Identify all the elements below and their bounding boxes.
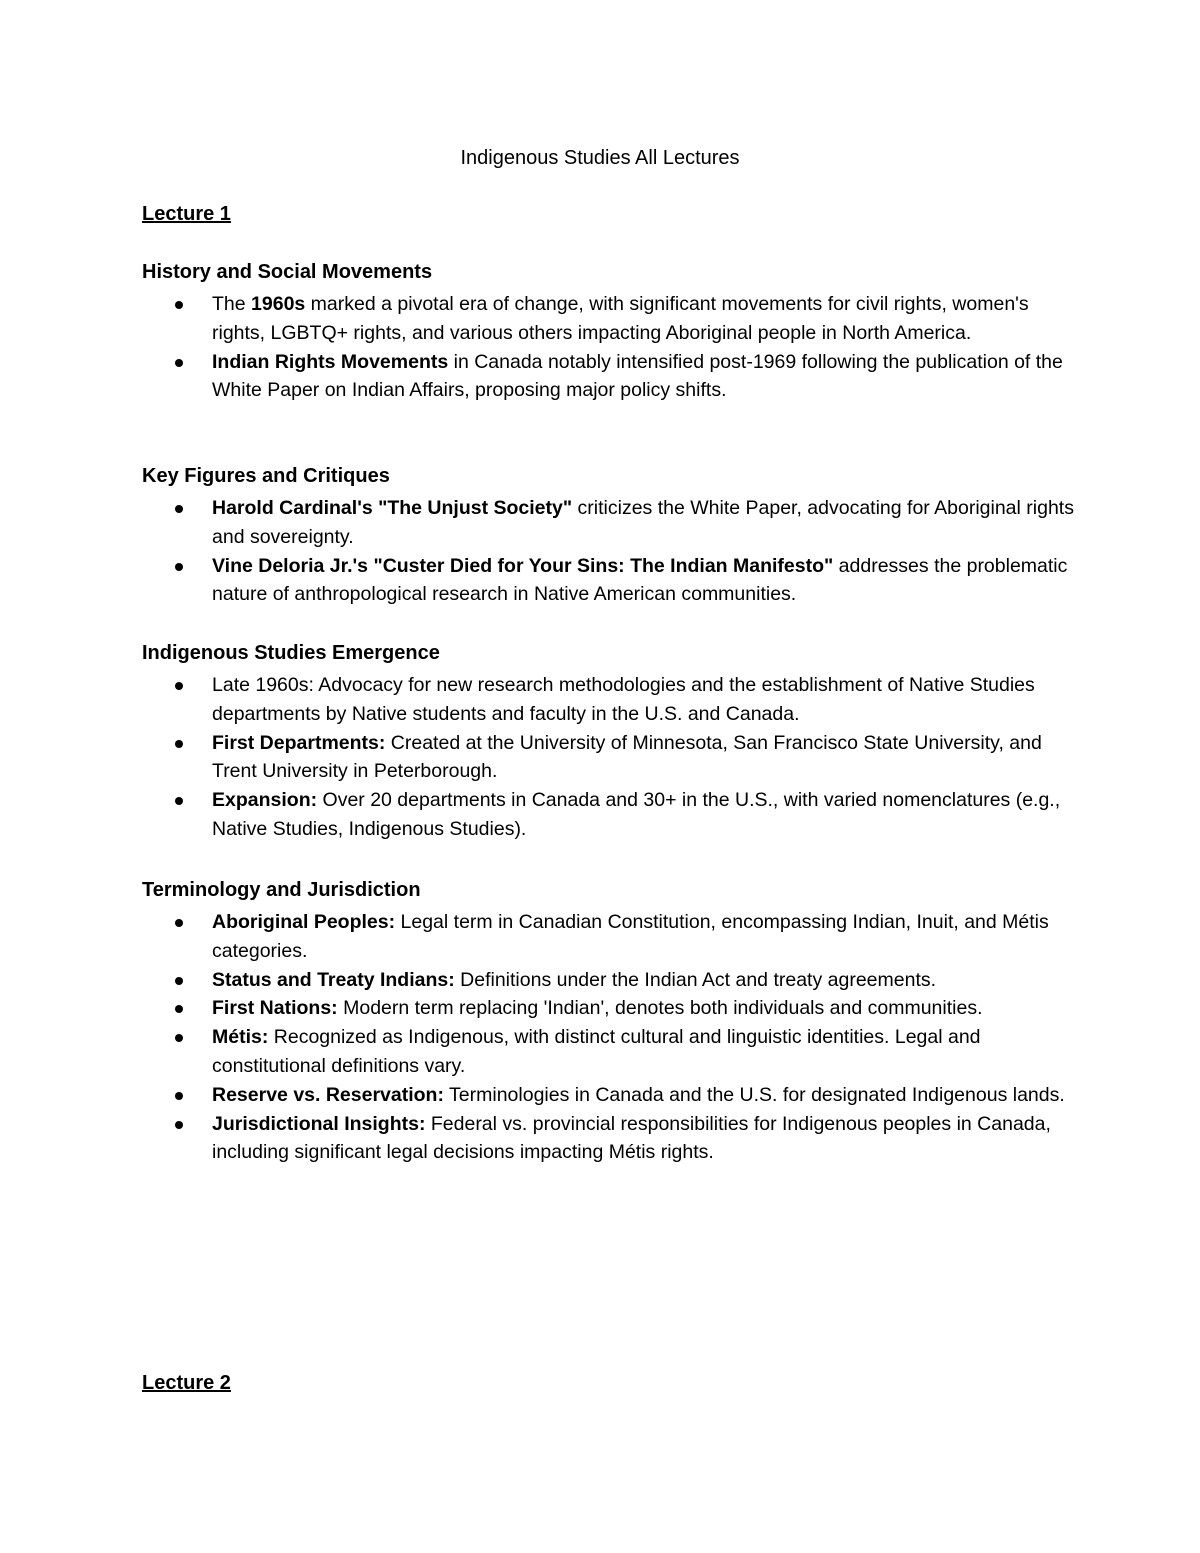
bullet-icon <box>175 740 183 748</box>
item-bold: Status and Treaty Indians: <box>212 968 455 991</box>
list-item <box>142 494 1082 552</box>
item-bold: Métis: <box>212 1026 269 1049</box>
document-title: Indigenous Studies All Lectures <box>460 147 740 169</box>
item-text: Modern term replacing 'Indian', denotes both individuals and communities. <box>337 997 983 1020</box>
bullet-icon <box>175 682 183 690</box>
bullet-list <box>142 908 1082 1167</box>
section-heading: Terminology and Jurisdiction <box>142 879 421 901</box>
item-bold: Harold Cardinal's "The Unjust Society" <box>212 497 573 519</box>
item-text: Over 20 departments in Canada and 30+ in the U.S., with varied nomenclatures (e.g., Native Studies, Indigenous Studies). <box>212 789 1061 840</box>
bullet-icon <box>175 977 183 985</box>
lecture-2-heading: Lecture 2 <box>142 1372 231 1394</box>
item-text: marked a pivotal era of change, with significant movements for civil rights, women's rights, LGBTQ+ rights, and various others impacting Aboriginal people in North America. <box>212 293 1029 344</box>
list-item <box>142 290 1082 348</box>
item-bold: Aboriginal Peoples: <box>212 911 396 933</box>
section-heading: Indigenous Studies Emergence <box>142 642 440 664</box>
list-item <box>142 966 1082 995</box>
item-text: Legal term in Canadian Constitution, encompassing Indian, Inuit, and Métis categories. <box>212 911 1049 962</box>
bullet-list <box>142 290 1082 405</box>
item-bold: Indian Rights Movements <box>212 350 449 373</box>
bullet-list <box>142 494 1082 609</box>
list-item <box>142 552 1082 610</box>
item-text: Terminologies in Canada and the U.S. for designated Indigenous lands. <box>443 1083 1065 1106</box>
list-item <box>142 994 1082 1023</box>
section-heading: Key Figures and Critiques <box>142 465 390 487</box>
bullet-icon <box>175 919 183 927</box>
list-item <box>142 348 1082 406</box>
section-key-figures <box>142 462 1082 609</box>
bullet-icon <box>175 301 183 309</box>
bullet-icon <box>175 505 183 513</box>
bullet-icon <box>175 1034 183 1042</box>
list-item <box>142 1081 1082 1110</box>
item-text: criticizes the White Paper, advocating for Aboriginal rights and sovereignty. <box>212 497 1074 548</box>
item-text: Late 1960s: Advocacy for new research methodologies and the establishment of Native Studies departments by Native students and faculty in the U.S. and Canada. <box>212 674 1035 725</box>
list-item <box>142 729 1082 787</box>
list-item <box>142 671 1082 729</box>
item-text: Definitions under the Indian Act and treaty agreements. <box>454 968 937 991</box>
bullet-icon <box>175 563 183 571</box>
bullet-icon <box>175 1121 183 1129</box>
section-history-social-movements <box>142 258 1082 405</box>
list-item <box>142 908 1082 966</box>
section-terminology-jurisdiction <box>142 876 1082 1167</box>
bullet-icon <box>175 359 183 367</box>
item-bold: Jurisdictional Insights: <box>212 1112 426 1135</box>
section-heading: History and Social Movements <box>142 261 433 283</box>
bullet-icon <box>175 1092 183 1100</box>
item-bold: 1960s <box>251 293 306 315</box>
bullet-icon <box>175 797 183 805</box>
item-text: in Canada notably intensified post-1969 following the publication of the White Paper on Indian Affairs, proposing major policy shifts. <box>212 350 1063 402</box>
list-item <box>142 1110 1082 1168</box>
item-bold: First Nations: <box>212 997 338 1020</box>
list-item <box>142 1023 1082 1081</box>
bullet-list <box>142 671 1082 844</box>
section-studies-emergence <box>142 639 1082 844</box>
item-bold: First Departments: <box>212 731 386 754</box>
lecture-1-heading: Lecture 1 <box>142 203 231 225</box>
item-prefix: The <box>212 293 252 315</box>
item-bold: Expansion: <box>212 789 318 812</box>
item-bold: Vine Deloria Jr.'s "Custer Died for Your Sins: The Indian Manifesto" <box>212 554 834 577</box>
list-item <box>142 786 1082 844</box>
item-text: Created at the University of Minnesota, San Francisco State University, and Trent University in Peterborough. <box>212 731 1042 783</box>
item-text: Recognized as Indigenous, with distinct cultural and linguistic identities. Legal and constitutional definitions vary. <box>212 1026 981 1077</box>
item-bold: Reserve vs. Reservation: <box>212 1083 444 1106</box>
item-text: addresses the problematic nature of anthropological research in Native American communities. <box>212 554 1068 606</box>
item-text: Federal vs. provincial responsibilities for Indigenous peoples in Canada, including significant legal decisions impacting Métis rights. <box>212 1112 1051 1164</box>
bullet-icon <box>175 1005 183 1013</box>
